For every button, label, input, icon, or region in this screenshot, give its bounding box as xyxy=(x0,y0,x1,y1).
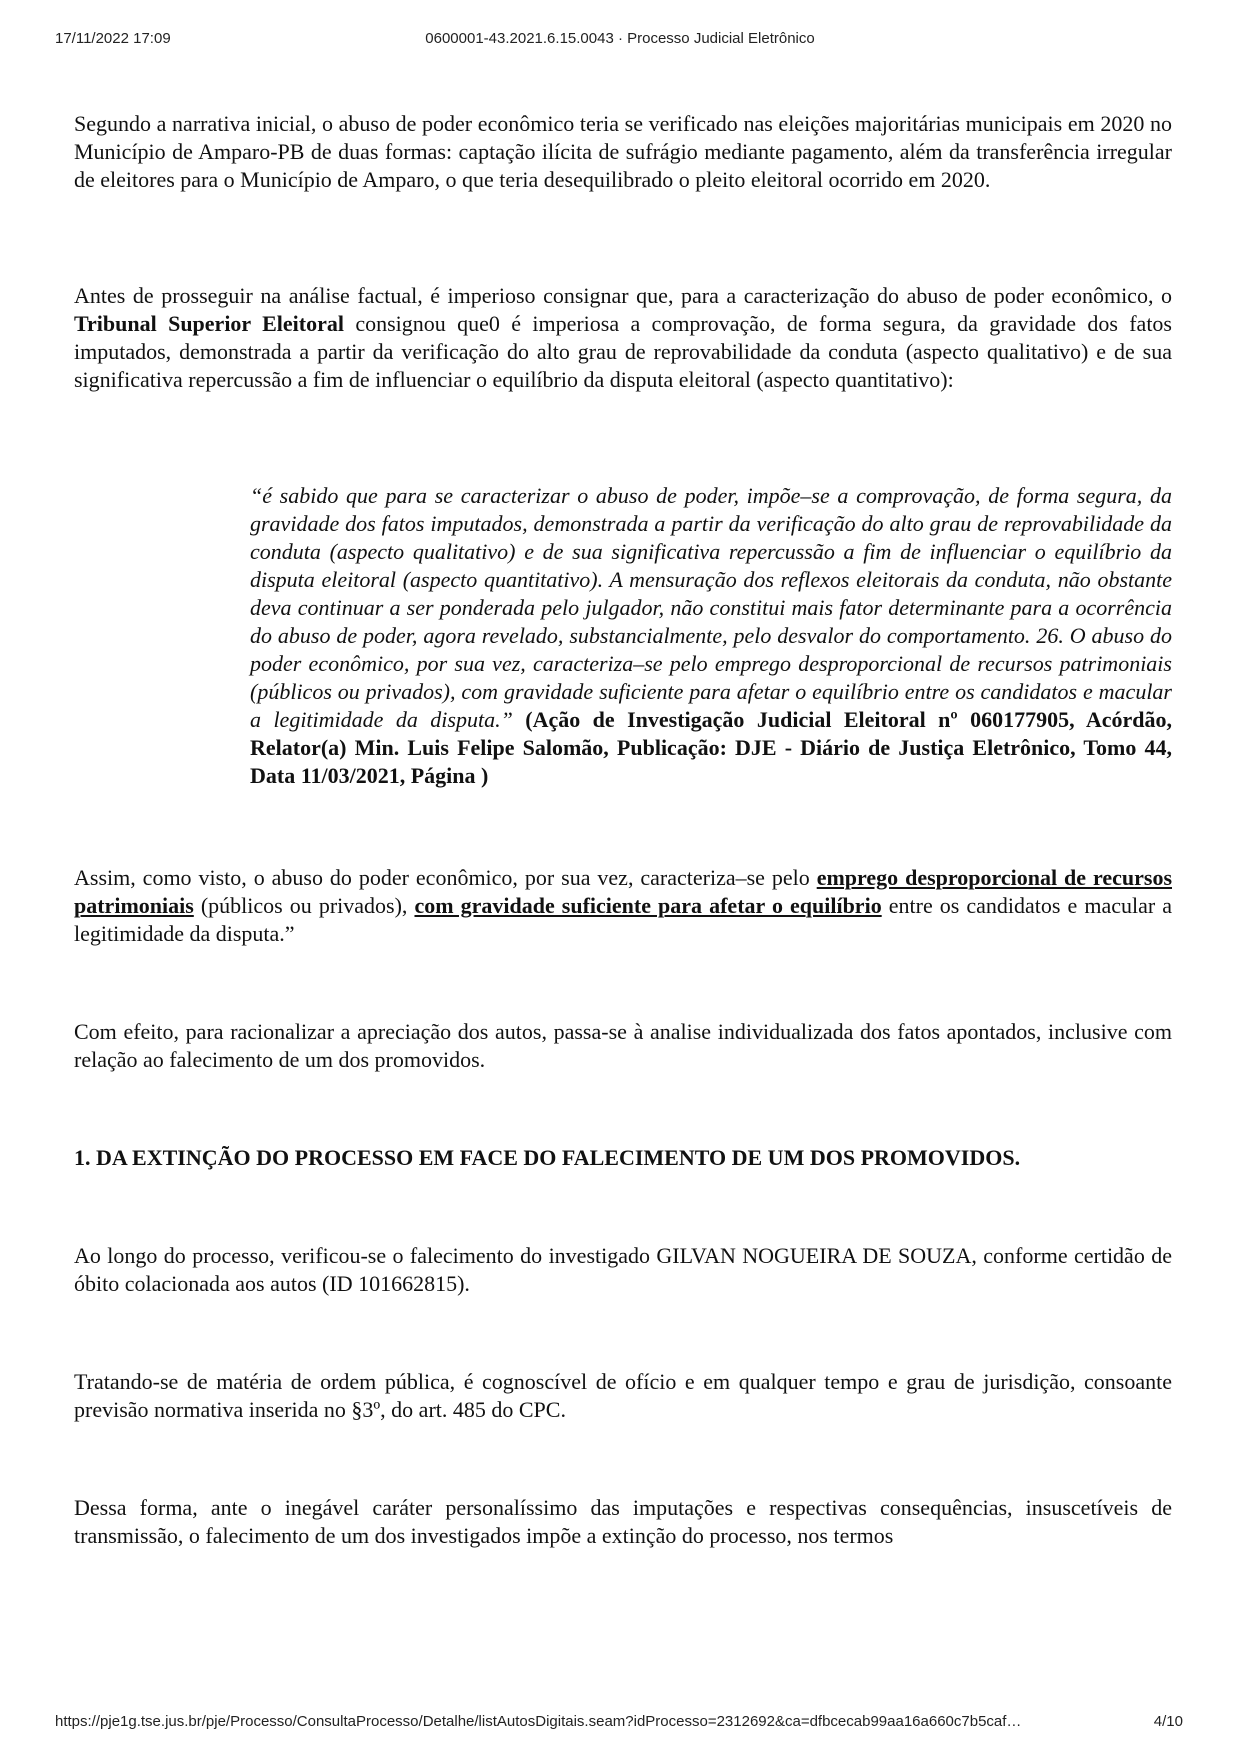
page-number: 4/10 xyxy=(1153,1713,1183,1730)
paragraph-abuse-definition xyxy=(74,864,1172,948)
spacer xyxy=(74,790,1172,864)
spacer xyxy=(74,948,1172,1018)
paragraph-extinction: Dessa forma, ante o inegável caráter personalíssimo das imputações e respectivas consequências, insuscetíveis de transmissão, o falecimento de um dos investigados impõe a extinção do processo, nos termos xyxy=(74,1495,1172,1548)
paragraph-narrative: Segundo a narrativa inicial, o abuso de poder econômico teria se verificado nas eleições majoritárias municipais em 2020 no Município de Amparo-PB de duas formas: captação ilícita de sufrágio mediante pagamento, além da transferência irregular de eleitores para o Município de Amparo, o que teria desequilibrado o pleito eleitoral ocorrido em 2020. xyxy=(74,111,1172,192)
paragraph-text: consignou que0 é imperiosa a comprovação, de forma segura, da gravidade dos fatos imputados, demonstrada a partir da verificação do alto grau de reprovabilidade da conduta (aspecto qualitativo) e de sua significativa repercussão a fim de influenciar o equilíbrio da disputa eleitoral (aspecto quantitativo): xyxy=(74,311,1172,392)
print-footer xyxy=(0,1711,1240,1733)
quote-citation: (Ação de Investigação Judicial Eleitoral nº 060177905, Acórdão, Relator(a) Min. Luis Felipe Salomão, Publicação: DJE - Diário de Justiça Eletrônico, Tomo 44, Data 11/03/2021, Página ) xyxy=(250,707,1172,788)
quote-text: “é sabido que para se caracterizar o abuso de poder, impõe–se a comprovação, de forma segura, da gravidade dos fatos imputados, demonstrada a partir da verificação do alto grau de reprovabilidade da conduta (aspecto qualitativo) e de sua significativa repercussão a fim de influenciar o equilíbrio da disputa eleitoral (aspecto quantitativo). A mensuração dos reflexos eleitorais da conduta, não obstante deva continuar a ser ponderada pelo julgador, não constitui mais fator determinante para a ocorrência do abuso de poder, agora revelado, substancialmente, pelo desvalor do comportamento. 26. O abuso do poder econômico, por sua vez, caracteriza–se pelo emprego desproporcional de recursos patrimoniais (públicos ou privados), com gravidade suficiente para afetar o equilíbrio entre os candidatos e macular a legitimidade da disputa.” xyxy=(250,483,1172,732)
paragraph-tse-requirement xyxy=(74,282,1172,394)
paragraph-analysis-intro: Com efeito, para racionalizar a apreciação dos autos, passa-se à analise individualizada dos fatos apontados, inclusive com relação ao falecimento de um dos promovidos. xyxy=(74,1019,1172,1072)
court-name: Tribunal Superior Eleitoral xyxy=(74,311,345,336)
paragraph-text: Antes de prosseguir na análise factual, é imperioso consignar que, para a caracterização do abuso de poder econômico, o xyxy=(74,283,1172,308)
paragraph-public-order: Tratando-se de matéria de ordem pública, é cognoscível de ofício e em qualquer tempo e grau de jurisdição, consoante previsão normativa inserida no §3º, do art. 485 do CPC. xyxy=(74,1369,1172,1422)
spacer xyxy=(74,394,1172,482)
paragraph-death-certificate: Ao longo do processo, verificou-se o falecimento do investigado GILVAN NOGUEIRA DE SOUZA, conforme certidão de óbito colacionada aos autos (ID 101662815). xyxy=(74,1243,1172,1296)
paragraph-text: entre os candidatos e macular a legitimidade da disputa.” xyxy=(74,893,1172,946)
emphasis-underlined: com gravidade suficiente para afetar o equilíbrio xyxy=(414,893,882,918)
paragraph-text: (públicos ou privados), xyxy=(193,893,415,918)
jurisprudence-quote xyxy=(250,482,1172,790)
page-url: https://pje1g.tse.jus.br/pje/Processo/ConsultaProcesso/Detalhe/listAutosDigitais.seam?idProcesso=2312692&ca=dfbcecab99aa16a660c7b5caf… xyxy=(55,1713,1022,1730)
spacer xyxy=(74,1172,1172,1242)
document-body xyxy=(74,110,1172,1550)
emphasis-underlined: emprego desproporcional de recursos patrimoniais xyxy=(74,865,1172,918)
print-datetime: 17/11/2022 17:09 xyxy=(55,30,171,47)
spacer xyxy=(74,1424,1172,1494)
document-title: 0600001-43.2021.6.15.0043 · Processo Judicial Eletrônico xyxy=(425,30,815,47)
print-header xyxy=(0,28,1240,50)
spacer xyxy=(74,1298,1172,1368)
paragraph-text: Assim, como visto, o abuso do poder econômico, por sua vez, caracteriza–se pelo xyxy=(74,865,817,890)
section-heading: 1. DA EXTINÇÃO DO PROCESSO EM FACE DO FALECIMENTO DE UM DOS PROMOVIDOS. xyxy=(74,1145,1021,1170)
spacer xyxy=(74,194,1172,282)
spacer xyxy=(74,1074,1172,1144)
